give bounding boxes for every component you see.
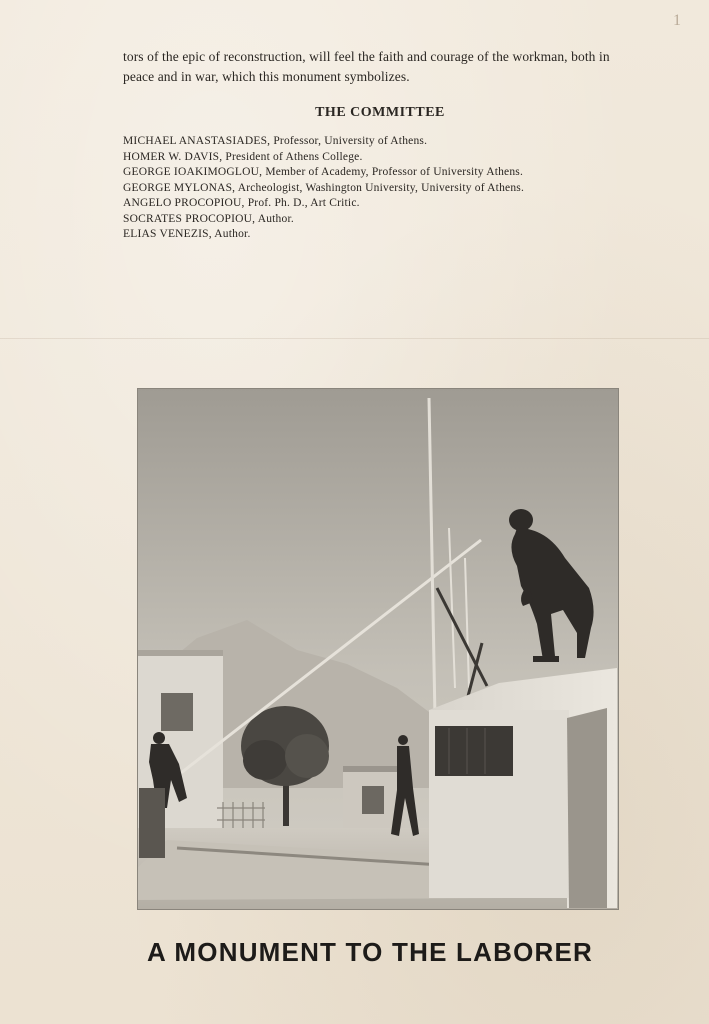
member-name: ANGELO PROCOPIOU,	[123, 197, 245, 209]
member-name: MICHAEL ANASTASIADES,	[123, 135, 271, 147]
committee-member	[123, 134, 524, 150]
committee-member	[123, 227, 524, 243]
inscription-plaque	[435, 726, 513, 776]
member-role: President of Athens College.	[225, 150, 363, 163]
member-role: Professor, University of Athens.	[273, 135, 428, 147]
member-role: Author.	[214, 228, 251, 240]
committee-member-list	[123, 134, 524, 243]
page-number-mark: 1	[673, 12, 681, 29]
building-window	[161, 693, 193, 731]
intro-paragraph: tors of the epic of reconstruction, will feel the faith and courage of the workman, both in peace and in war, which this monument symbolizes.	[123, 49, 610, 84]
member-role: Archeologist, Washington University, University of Athens.	[237, 181, 525, 194]
committee-member	[123, 150, 524, 166]
monument-arch	[567, 708, 607, 908]
member-role: Prof. Ph. D., Art Critic.	[247, 197, 360, 209]
photo-caption: A MONUMENT TO THE LABORER	[147, 937, 593, 967]
member-role: Author.	[257, 212, 294, 225]
left-statue-base	[139, 788, 165, 858]
member-name: GEORGE IOAKIMOGLOU,	[123, 166, 263, 178]
member-role: Member of Academy, Professor of University Athens.	[265, 166, 524, 178]
monument-photograph	[137, 388, 619, 910]
member-name: HOMER W. DAVIS,	[123, 150, 223, 163]
monument-photo-illustration	[137, 388, 619, 910]
committee-member	[123, 165, 524, 181]
committee-member	[123, 196, 524, 212]
committee-heading: THE COMMITTEE	[315, 105, 445, 120]
member-name: GEORGE MYLONAS,	[123, 181, 236, 194]
paper-fold-line	[0, 338, 709, 339]
committee-member	[123, 212, 524, 228]
committee-member	[123, 181, 524, 197]
member-name: SOCRATES PROCOPIOU,	[123, 212, 256, 225]
member-name: ELIAS VENEZIS,	[123, 228, 212, 240]
